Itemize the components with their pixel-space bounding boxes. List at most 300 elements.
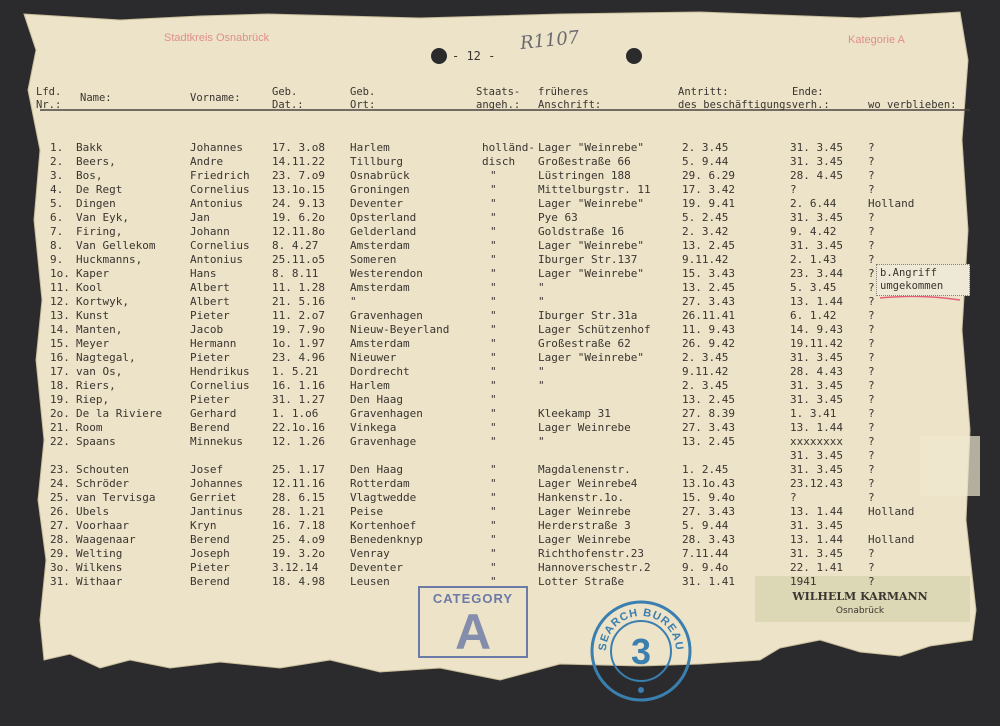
row-ende: 2. 1.43 [790,253,837,266]
row-antritt: 17. 3.42 [682,183,735,196]
row-geb-dat: 1. 1.o6 [272,407,319,420]
row-number: 17. [50,365,70,378]
row-vorname: Hans [190,267,217,280]
row-geb-dat: 11. 1.28 [272,281,325,294]
row-antritt: 19. 9.41 [682,197,735,210]
row-geb-dat: 28. 6.15 [272,491,325,504]
col-vorname: Vorname: [190,92,241,104]
row-geb-dat: 17. 3.o8 [272,141,325,154]
row-ende: 31. 3.45 [790,141,843,154]
row-geb-ort: Tillburg [350,155,403,168]
row-staatsang: " [490,197,497,210]
row-verblieben: ? [868,407,875,420]
col-verblieben: wo verblieben: [868,99,957,111]
row-staatsang: " [490,267,497,280]
row-name: De Regt [76,183,123,196]
row-verblieben: ? [868,155,875,168]
row-geb-ort: Venray [350,547,390,560]
row-anschrift: Lager "Weinrebe" [538,267,644,280]
row-staatsang: " [490,575,497,588]
row-staatsang: " [490,323,497,336]
row-antritt: 5. 9.44 [682,155,729,168]
row-vorname: Cornelius [190,379,250,392]
row-anschrift: Lager Schützenhof [538,323,651,336]
row-antritt: 2. 3.45 [682,351,729,364]
row-staatsang: " [490,477,497,490]
row-number: 22. [50,435,70,448]
row-geb-dat: 12. 1.26 [272,435,325,448]
row-verblieben: ? [868,379,875,392]
row-geb-dat: 24. 9.13 [272,197,325,210]
row-geb-ort: Westerendon [350,267,423,280]
row-geb-ort: Opsterland [350,211,417,224]
row-antritt: 9. 9.4o [682,561,729,574]
annotation-line-2: umgekommen [880,280,944,292]
row-anschrift: Lüstringen 188 [538,169,631,182]
row-vorname: Josef [190,463,224,476]
row-geb-dat: 23. 7.o9 [272,169,325,182]
category-stamp-label: CATEGORY [432,591,514,606]
row-number: 1o. [50,267,70,280]
row-geb-dat: 16. 7.18 [272,519,325,532]
row-antritt: 27. 3.43 [682,505,735,518]
row-ende: ? [790,183,797,196]
category-stamp [418,586,528,658]
row-staatsang: " [490,547,497,560]
row-anschrift: " [538,365,545,378]
row-ende: 31. 3.45 [790,463,843,476]
category-stamp-letter: A [454,604,492,660]
row-vorname: Pieter [190,561,230,574]
row-vorname: Gerriet [190,491,237,504]
row-name: Beers, [76,155,116,168]
row-number: 21. [50,421,70,434]
row-verblieben: Holland [868,505,915,518]
row-name: Schröder [76,477,129,490]
row-geb-ort: Gravenhagen [350,309,423,322]
annotation-line-1: b.Angriff [880,267,937,279]
row-ende: 6. 1.42 [790,309,837,322]
row-geb-ort: Amsterdam [350,337,410,350]
row-anschrift: Kleekamp 31 [538,407,611,420]
company-label [760,590,960,616]
row-geb-ort: Benedenknyp [350,533,423,546]
row-ende: 5. 3.45 [790,281,837,294]
row-verblieben: ? [868,477,875,490]
row-number: 15. [50,337,70,350]
row-staatsang: " [490,379,497,392]
row-antritt: 9.11.42 [682,253,729,266]
row-vorname: Albert [190,295,230,308]
row-antritt: 7.11.44 [682,547,729,560]
row-verblieben: ? [868,211,875,224]
row-geb-dat: 12.11.16 [272,477,325,490]
row-number: 25. [50,491,70,504]
row-verblieben: ? [868,239,875,252]
row-geb-dat: 8. 8.11 [272,267,319,280]
row-geb-dat: 1o. 1.97 [272,337,325,350]
row-vorname: Kryn [190,519,217,532]
row-verblieben: Holland [868,533,915,546]
row-name: Waagenaar [76,533,136,546]
row-ende: ? [790,491,797,504]
row-name: Kortwyk, [76,295,129,308]
row-antritt: 29. 6.29 [682,169,735,182]
row-antritt: 2. 3.45 [682,379,729,392]
row-vorname: Hermann [190,337,237,350]
row-vorname: Joseph [190,547,230,560]
row-geb-ort: Den Haag [350,463,403,476]
row-name: Riers, [76,379,116,392]
row-geb-ort: " [350,295,357,308]
row-vorname: Berend [190,575,230,588]
row-vorname: Hendrikus [190,365,250,378]
row-verblieben: ? [868,141,875,154]
row-anschrift: Iburger Str.137 [538,253,638,266]
row-anschrift: Großestraße 62 [538,337,631,350]
col-geb-dat: Geb. Dat.: [272,86,304,111]
row-ende: 22. 1.41 [790,561,843,574]
row-antritt: 5. 9.44 [682,519,729,532]
stadtkreis-stamp: Stadtkreis Osnabrück [164,32,270,44]
row-verblieben: ? [868,463,875,476]
row-anschrift: Magdalenenstr. [538,463,631,476]
row-geb-ort: Harlem [350,141,390,154]
row-verblieben: ? [868,309,875,322]
pencil-reference: R1107 [519,26,581,55]
row-ende: xxxxxxxx [790,435,843,448]
row-staatsang: " [490,505,497,518]
row-geb-dat: 1. 5.21 [272,365,319,378]
row-vorname: Berend [190,421,230,434]
row-geb-dat: 16. 1.16 [272,379,325,392]
row-geb-dat: 25. 1.17 [272,463,325,476]
kategorie-stamp: Kategorie A [848,34,905,46]
row-geb-dat: 12.11.8o [272,225,325,238]
row-verblieben: ? [868,547,875,560]
row-antritt: 26.11.41 [682,309,735,322]
row-anschrift: " [538,435,545,448]
row-staatsang: " [490,393,497,406]
row-geb-dat: 19. 6.2o [272,211,325,224]
row-geb-ort: Gravenhagen [350,407,423,420]
row-number: 6. [50,211,64,224]
row-antritt: 27. 3.43 [682,421,735,434]
row-ende: 23.12.43 [790,477,843,490]
row-number: 3o. [50,561,70,574]
row-anschrift: " [538,281,545,294]
row-ende: 13. 1.44 [790,505,843,518]
row-staatsang: " [490,435,497,448]
row-ende: 31. 3.45 [790,393,843,406]
row-name: Riep, [76,393,110,406]
row-staatsang: " [490,211,497,224]
row-antritt: 11. 9.43 [682,323,735,336]
row-anschrift: Richthofenstr.23 [538,547,644,560]
row-geb-ort: Rotterdam [350,477,410,490]
row-antritt: 15. 9.4o [682,491,735,504]
row-anschrift: " [538,295,545,308]
row-geb-ort: Leusen [350,575,390,588]
row-number: 31. [50,575,70,588]
row-name: Firing, [76,225,123,238]
row-ende: 1941 [790,575,817,588]
row-vorname: Pieter [190,393,230,406]
row-staatsang: " [490,351,497,364]
row-anschrift: Lager Weinrebe [538,533,631,546]
col-name: Name: [80,92,112,104]
row-geb-ort: Dordrecht [350,365,410,378]
row-staatsang: " [490,519,497,532]
row-ende: 2. 6.44 [790,197,837,210]
row-anschrift: Lager "Weinrebe" [538,239,644,252]
row-vorname: Minnekus [190,435,243,448]
row-vorname: Berend [190,533,230,546]
row-number: 2o. [50,407,70,420]
row-anschrift: Lager Weinrebe4 [538,477,638,490]
row-antritt: 13.1o.43 [682,477,735,490]
row-staatsang: " [490,295,497,308]
row-geb-dat: 14.11.22 [272,155,325,168]
row-anschrift: Hannoverschestr.2 [538,561,651,574]
row-ende: 13. 1.44 [790,533,843,546]
row-geb-ort: Amsterdam [350,281,410,294]
row-anschrift: Iburger Str.31a [538,309,638,322]
row-verblieben: ? [868,365,875,378]
row-geb-dat: 31. 1.27 [272,393,325,406]
row-antritt: 5. 2.45 [682,211,729,224]
row-geb-dat: 23. 4.96 [272,351,325,364]
row-verblieben: ? [868,491,875,504]
row-staatsang: disch [482,155,516,168]
row-geb-ort: Vlagtwedde [350,491,417,504]
row-antritt: 2. 3.42 [682,225,729,238]
company-name: WILHELM KARMANN [792,590,928,603]
row-name: Bos, [76,169,103,182]
row-ende: 28. 4.45 [790,169,843,182]
row-name: Nagtegal, [76,351,136,364]
row-staatsang: " [490,169,497,182]
row-anschrift: Lotter Straße [538,575,625,588]
row-staatsang: " [490,183,497,196]
row-vorname: Antonius [190,197,243,210]
search-bureau-stamp [588,598,694,704]
row-staatsang: " [490,365,497,378]
row-geb-dat: 11. 2.o7 [272,309,325,322]
row-verblieben: ? [868,421,875,434]
row-vorname: Cornelius [190,239,250,252]
row-name: Wilkens [76,561,123,574]
row-ende: 28. 4.43 [790,365,843,378]
row-vorname: Pieter [190,351,230,364]
row-number: 13. [50,309,70,322]
row-verblieben: ? [868,281,875,294]
row-geb-dat: 22.1o.16 [272,421,325,434]
row-number: 5. [50,197,64,210]
row-verblieben: ? [868,351,875,364]
row-verblieben: ? [868,449,875,462]
row-anschrift: Großestraße 66 [538,155,631,168]
row-antritt: 28. 3.43 [682,533,735,546]
row-name: Manten, [76,323,123,336]
row-number: 2. [50,155,64,168]
page-number: - 12 - [452,49,496,63]
row-name: Welting [76,547,123,560]
row-staatsang: " [490,421,497,434]
row-vorname: Jantinus [190,505,243,518]
row-ende: 13. 1.44 [790,295,843,308]
row-verblieben: ? [868,225,875,238]
row-name: Kunst [76,309,110,322]
row-antritt: 13. 2.45 [682,281,735,294]
row-verblieben: ? [868,575,875,588]
row-geb-ort: Nieuwer [350,351,397,364]
row-geb-ort: Gelderland [350,225,417,238]
row-staatsang: " [490,239,497,252]
svg-text:SEARCH BUREAU: SEARCH BUREAU [596,606,686,652]
row-number: 18. [50,379,70,392]
row-number: 29. [50,547,70,560]
row-ende: 23. 3.44 [790,267,843,280]
row-staatsang: " [490,491,497,504]
row-name: Meyer [76,337,110,350]
row-geb-ort: Groningen [350,183,410,196]
row-staatsang: " [490,407,497,420]
row-verblieben: ? [868,267,875,280]
row-number: 11. [50,281,70,294]
row-name: Dingen [76,197,116,210]
row-name: Room [76,421,103,434]
row-name: Huckmanns, [76,253,143,266]
row-number: 23. [50,463,70,476]
row-geb-dat: 21. 5.16 [272,295,325,308]
row-number: 3. [50,169,64,182]
row-geb-dat: 8. 4.27 [272,239,319,252]
row-geb-ort: Deventer [350,561,403,574]
row-ende: 31. 3.45 [790,379,843,392]
row-anschrift: Pye 63 [538,211,578,224]
row-staatsang: " [490,281,497,294]
row-verblieben: ? [868,295,875,308]
col-lfd: Lfd. Nr.: [36,86,62,111]
row-geb-ort: Kortenhoef [350,519,417,532]
row-vorname: Jacob [190,323,224,336]
row-vorname: Johannes [190,477,243,490]
row-vorname: Johannes [190,141,243,154]
row-geb-dat: 3.12.14 [272,561,319,574]
row-name: Spaans [76,435,116,448]
row-name: Withaar [76,575,123,588]
row-number: 28. [50,533,70,546]
row-anschrift: Lager "Weinrebe" [538,197,644,210]
row-ende: 1. 3.41 [790,407,837,420]
row-geb-ort: Den Haag [350,393,403,406]
row-vorname: Gerhard [190,407,237,420]
row-vorname: Pieter [190,309,230,322]
row-ende: 31. 3.45 [790,449,843,462]
row-number: 4. [50,183,64,196]
row-geb-dat: 19. 3.2o [272,547,325,560]
row-ende: 31. 3.45 [790,547,843,560]
row-name: Kaper [76,267,110,280]
row-verblieben: Holland [868,197,915,210]
col-ende: Ende: [792,86,824,98]
row-antritt: 9.11.42 [682,365,729,378]
row-staatsang: " [490,225,497,238]
row-name: Voorhaar [76,519,129,532]
row-number: 26. [50,505,70,518]
row-vorname: Johann [190,225,230,238]
row-antritt: 1. 2.45 [682,463,729,476]
row-name: Kool [76,281,103,294]
row-name: van Tervisga [76,491,156,504]
row-staatsang: " [490,309,497,322]
row-staatsang: " [490,253,497,266]
row-antritt: 13. 2.45 [682,393,735,406]
row-name: Schouten [76,463,129,476]
row-ende: 14. 9.43 [790,323,843,336]
row-number: 9. [50,253,64,266]
row-geb-dat: 19. 7.9o [272,323,325,336]
row-name: Van Eyk, [76,211,129,224]
row-anschrift: Herderstraße 3 [538,519,631,532]
row-name: Van Gellekom [76,239,156,252]
row-verblieben: ? [868,323,875,336]
row-geb-ort: Gravenhage [350,435,417,448]
row-name: De la Riviere [76,407,163,420]
row-number: 7. [50,225,64,238]
row-name: van Os, [76,365,123,378]
row-ende: 9. 4.42 [790,225,837,238]
row-vorname: Friedrich [190,169,250,182]
row-ende: 13. 1.44 [790,421,843,434]
row-antritt: 27. 8.39 [682,407,735,420]
row-number: 24. [50,477,70,490]
row-antritt: 13. 2.45 [682,435,735,448]
row-name: Ubels [76,505,110,518]
row-number: 1. [50,141,64,154]
row-number: 8. [50,239,64,252]
row-staatsang: " [490,533,497,546]
row-verblieben: ? [868,169,875,182]
row-verblieben: ? [868,337,875,350]
row-antritt: 27. 3.43 [682,295,735,308]
row-antritt: 13. 2.45 [682,239,735,252]
row-geb-ort: Nieuw-Beyerland [350,323,450,336]
row-geb-ort: Amsterdam [350,239,410,252]
row-anschrift: Hankenstr.1o. [538,491,625,504]
row-number: 16. [50,351,70,364]
row-ende: 31. 3.45 [790,211,843,224]
row-verblieben: ? [868,183,875,196]
row-anschrift: Lager Weinrebe [538,421,631,434]
row-vorname: Jan [190,211,210,224]
row-vorname: Albert [190,281,230,294]
row-verblieben: ? [868,253,875,266]
row-anschrift: " [538,379,545,392]
row-number: 12. [50,295,70,308]
row-anschrift: Lager "Weinrebe" [538,141,644,154]
row-verblieben: ? [868,561,875,574]
row-staatsang: holländ- [482,141,535,154]
row-geb-ort: Peise [350,505,384,518]
row-antritt: 15. 3.43 [682,267,735,280]
annotation-box [876,264,970,296]
row-antritt: 2. 3.45 [682,141,729,154]
row-staatsang: " [490,337,497,350]
row-verblieben: ? [868,435,875,448]
row-geb-dat: 13.1o.15 [272,183,325,196]
